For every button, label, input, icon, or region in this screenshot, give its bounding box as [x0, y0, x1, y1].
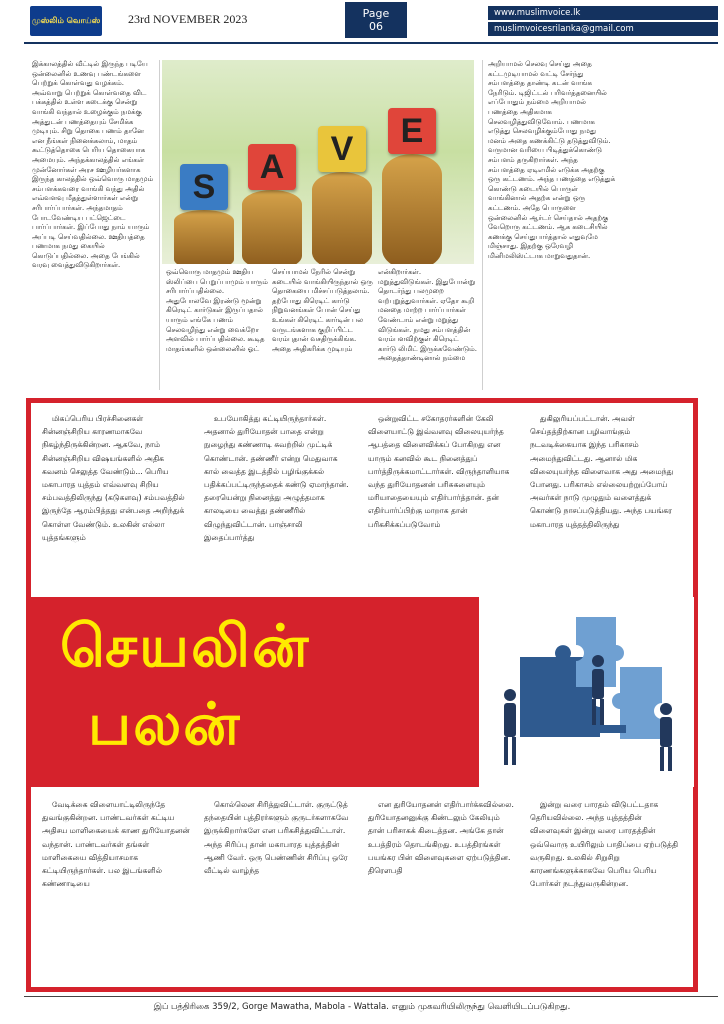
- email-link[interactable]: muslimvoicesrilanka@gmail.com: [488, 22, 718, 36]
- feature-top-col-3: ஒன்றுவிட்ட சகோதரர்களின் கேலி விளையாட்டு இவ்வளவு விலையுயர்ந்த ஆபத்தை விளைவிக்கப் போகிறது என யாரும் கனவில் கூட நினைத்துப் பார்த்திருக்கமாட்டார்கள். விருந்தாளியாக வந்த துரியோதனன் பரிசுகளையும் மரியாதையையும் எதிர்பார்த்தான். தன் எதிர்பார்ப்பிற்கு மாறாக தான் பரிகசிக்கப்படுவோம்: [368, 414, 510, 529]
- newspaper-logo: முஸ்லிம் வொய்ஸ்: [30, 6, 102, 36]
- footer-divider: [24, 996, 718, 997]
- save-letter-e: E: [388, 108, 436, 154]
- feature-bottom-col-4: இன்று வரை பாரதம் விடுபட்டதாக தெரியவில்லை. அந்த யுத்தத்தின் விளைவுகள் இன்று வரை பாரதத்தின் ஒவ்வொரு உயிரிலும் பாதிப்பை ஏற்படுத்தி வருகிறது. உலகில் சிறுசிறு காரணங்களுக்காகவே பெரிய பெரிய போர்கள் நடந்துவருகின்றன.: [530, 800, 679, 889]
- upper-article-col-5: அறியாமல் செலவு செய்து அதை கட்டமுடியாமல் வட்டி சேர்ந்து சம்பளத்தை தாண்டி கடன் வாங்க நேரிடும். டிஜிட்டல் பரிவர்த்தனையில் எப்போதும் நம்மை அறியாமல் பணத்தை அதிகமாக செலவழித்துவிடுவோம். பணமாக எடுத்து செலவழிக்கும்போது நமது மனம் அதை கணக்கிட்டு தடுத்துவிடும். வருமான வரியை பிடித்துக்கொண்டு சம்பளம் தருகிறார்கள். அந்த சம்பளத்தை ஏடிஎமில் எடுக்க அதற்கு ஒரு கட்டணம். அந்த பணத்தை எடுத்துக் கொண்டு கடையில் பொருள் வாங்கினால் அதற்க என்று ஒரு கட்டணம். அதே பொருளை ஒன்லைனில் ஆர்டர் செய்தால் அதற்கு வேறொரு கட்டணம். ஆக கடைசியில் கணக்கு செய்துபார்த்தால் எதுவுமே மிஞ்சாது. இதற்கு ஒரேவழி மினிமலிஸ்ட்டாக மாறுவதுதான்.: [488, 60, 616, 260]
- feature-top-col-1: மிகப்பெரிய பிரச்சினைகள் சின்னஞ்சிறிய காரணமாகவே நிகழ்ந்திருக்கின்றன. ஆகவே, நாம் சின்னஞ்சிறிய விஷயங்களில் அதிக கவனம் செலுத்த வேண்டும்... பெரிய மகாபாரத யுத்தம் எவ்வளவு சிறிய சம்பவத்திலிருந்து (கடுகளவு) சம்பவத்தில் இருந்தே ஆரம்பித்தது என்பதை அறிந்துக் கொள்ள வேண்டும். உலகின் எல்லா யுத்தங்களும்: [42, 414, 185, 542]
- upper-article-col-1: இக்காலத்தில் வீட்டில் இருந்த படியே ஒன்லைனில் உணவு பண்டங்களை பெற்றுக் கொள்வது வழக்கம். அவ்வாறு பெற்றுக் கொள்வதை விட பக்கத்தில் உள்ள கடைக்கு சென்று வாங்கி வந்தால் உழைக்கும் நமக்கு அத்துடன் பணத்தையும் சேமிக்க முடியும். சிறு தொகை பணம் தானே என நீங்கள் நினைக்கலாம், மாதம் கூட்டுத்தொகை பெரிய தொகையாக அமையும். அந்தக்காலத்தில் எங்கள் முன்னோர்கள் அரச ஊழியர்களாக இருந்த காலத்தில் ஒவ்வொரு மாதமும் சம்பளக்கவரை வாங்கி வந்து அதில் எவ்வளவு மீதத்துள்ளார்கள் என்று சரிபார்ப்பார்கள். அந்தமாதம் போடவேண்டிய பட்ஜெட்டை பார்ப்பார்கள். இப்போது நாம் யாரும் அப்படி செய்வதில்லை. ஊதியத்தை பணமாக நமது கையில் கொடுப்பதில்லை. அதை பேங்கில் வரவு வைத்துவிடுகிறார்கள்.: [32, 60, 154, 270]
- issue-date: 23rd NOVEMBER 2023: [128, 12, 248, 26]
- website-link[interactable]: www.muslimvoice.lk: [488, 6, 718, 20]
- save-coins-photo: [162, 60, 474, 264]
- feature-bottom-col-3: என துரியோதனன் எதிர்பார்க்கவில்லை. துரியோதனனுக்கு கிண்டலும் கேலியும் தான் பரிசாகக் கிடைத்தன. அங்கே தான் உபத்திரம் தொடங்கிறது. உபத்திரங்கள் பயங்கர பின் விளைவுகளை ஏற்படுத்தின. திரௌபதி: [368, 800, 514, 876]
- feature-bottom-col-1: வேடிக்கை விளையாட்டிலிருந்தே துவங்குகின்றன. பாண்டவர்கள் கட்டிய அதிசய மாளிகையைக் காண துரியோதனன் வந்தான். பாண்டவர்கள் தங்கள் மாளிகையை வித்தியாசமாக கட்டியிருந்தார்கள். பல இடங்களில் கண்ணாடியை: [42, 800, 190, 889]
- upper-article-col-3: செய்யாமல் நேரில் சென்று கடையில் வாங்கியிருந்தால் ஒரு தொகையை மிச்சப்படுத்தலாம். தற்போது கிரெடிட் கார்டு நிறுவனங்கள் போன் செய்து உங்கள் கிரெடிட் கார்டின் பல வருடங்களாக குறிப்பிட்ட வரம்புதான் வசதிருக்கிங்க. அதை அதிகரிக்க முடியும்: [272, 268, 373, 353]
- header-divider: [24, 42, 718, 44]
- upper-article-col-4: என்கிறார்கள். மறுத்துவிடுங்கள். இதுபோன்று தொடர்ந்து பலமுறை வற்புறுத்துவார்கள். ஏதோ கூறி மனதை மாற்ற பார்ப்பார்கள் வேண்டாம் என்று மறுத்து விடுங்கள். நமது சம்பளத்தின் வரம்பளவிற்குள் கிரெடிட் கார்டு லிமிட் இருக்கவேண்டும். அதைத்தாண்டினால் நம்மை: [378, 268, 478, 363]
- feature-bottom-col-2: கொல்லென சிரித்துவிட்டாள். குருட்டுத் தந்தையின் புத்திரர்களும் குருடர்களாகவே இருக்கிறார்களே என பரிகசித்துவிட்டாள். அந்த சிரிப்பு தான் மகாபாரத யுத்தத்தின் ஆணி வேர். ஒரு பெண்ணின் சிரிப்பு ஒரே வீட்டில் வாழ்ந்த: [204, 800, 349, 876]
- page-label: Page: [362, 7, 390, 20]
- headline-line-1: செயலின்: [60, 612, 311, 680]
- feature-top-col-2: உபயோகித்து கட்டியிருந்தார்கள். அதனால் துரியோதன் பாதை என்று நுழைந்து கண்ணாடி சுவற்றில் முட்டிக் கொண்டான். தண்ணீர் என்று மெதுவாக கால் வைத்த இடத்தில் பழிங்குக்கல் பதிக்கப்பட்டிருந்ததைக் கண்டு ஏமாந்தான். தரையென்று நினைத்து அழுத்தமாக காலடியை வைத்து தண்ணீரில் விழுந்துவிட்டான். பாஞ்சாலி இதைப்பார்த்து: [204, 414, 349, 542]
- page-number: 06: [369, 20, 383, 33]
- puzzle-team-illustration: [480, 597, 694, 787]
- save-letter-v: V: [318, 126, 366, 172]
- page-number-box: [345, 2, 407, 38]
- feature-top-col-4: துகிலுரியப்பட்டான். அவள் செய்தத்திற்கான பழிவாங்கும் நடவடிக்கையாக இந்த பரிகாசம் அமைந்துவிட்டது. ஆனால் மிக விலையுயர்ந்த விளைவாக அது அமைந்து போனது. பரிகாசம் எல்லையற்றுப்போய் அவர்கள் நாடு முழுதும் வளைத்துக் கொண்டு நாசப்படுத்தியது. அந்த பயங்கர மகாபாரத யுத்தத்திலிருந்து: [530, 414, 674, 529]
- column-divider: [482, 60, 483, 390]
- headline-line-2: பலன்: [88, 690, 242, 758]
- column-divider: [159, 60, 160, 390]
- upper-article-col-2: ஒவ்வொரு மாதமும் ஊதிய ஸ்லிப்பை பெறுப்பாமும் யாரும் சரிபார்ப்பதில்லை. அதுபோலவே இரண்டு மூன்று கிரெடிட் கார்டுகள் இருப்பதால் யாரும் எங்கே பணம் செலவழிந்து என்று வைக்றோ அளவில் பார்ப்பதில்லை. கூடித மாதங்களில் ஒன்லைனில் ஓட்: [166, 268, 268, 353]
- publisher-address: இப் பத்திரிகை 359/2, Gorge Mawatha, Mabola - Wattala. எனும் முகவரியிலிருந்து வெளியிடப்படுகிறது.: [153, 1002, 571, 1012]
- save-letter-s: S: [180, 164, 228, 210]
- save-letter-a: A: [248, 144, 296, 190]
